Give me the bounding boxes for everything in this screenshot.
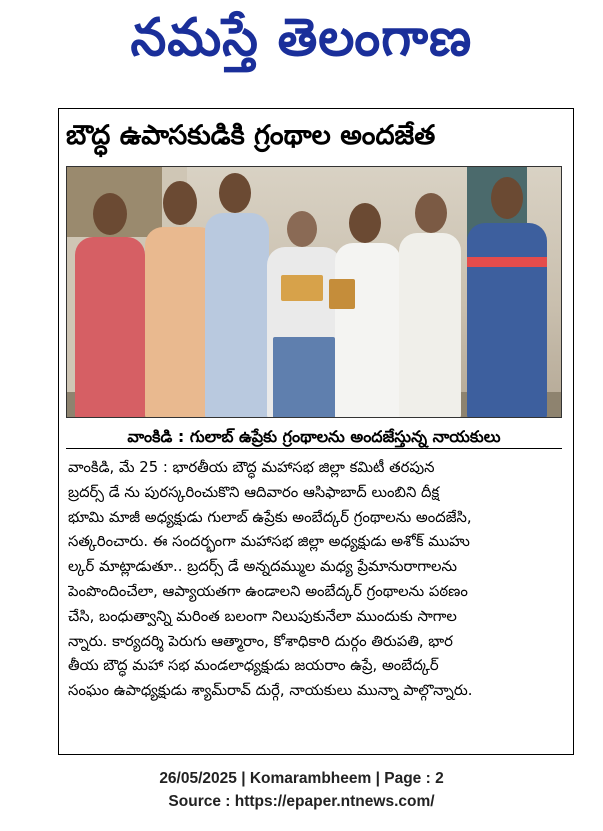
masthead-title: నమస్తే తెలంగాణ (130, 7, 473, 68)
photo-caption: వాంకిడి : గులాబ్ ఉప్రేకు గ్రంథాలను అందజేస్తున్న నాయకులు (66, 426, 562, 449)
footer-date-edition: 26/05/2025 | Komarambheem | Page : 2 (159, 770, 444, 787)
person-figure (75, 237, 145, 418)
person-head (93, 193, 127, 235)
footer-source: Source : https://epaper.ntnews.com/ (168, 793, 435, 810)
person-head (415, 193, 447, 233)
article-body-line: బ్రదర్స్ డే ను పురస్కరించుకొని ఆదివారం ఆసిఫాబాద్ లుంబిని దీక్ష (68, 483, 440, 501)
article-body-line: పెంపొందించేలా, ఆప్యాయతగా ఉండాలని అంబేద్కర్ గ్రంథాలను పఠణం (68, 582, 468, 600)
article-body-line: భూమి మాజీ అధ్యక్షుడు గులాబ్ ఉప్రేకు అంబేద్కర్ గ్రంథాలను అందజేసి, (68, 508, 472, 526)
article-photo (66, 166, 562, 418)
person-head (287, 211, 317, 247)
person-figure (467, 223, 547, 418)
person-head (219, 173, 251, 213)
person-figure (335, 243, 401, 418)
person-shirt-stripe (467, 257, 547, 267)
person-lungi (273, 337, 335, 418)
books-bundle (281, 275, 323, 301)
article-headline: బౌద్ధ ఉపాసకుడికి గ్రంథాల అందజేత (66, 120, 436, 151)
article-body-line: సంఘం ఉపాధ్యక్షుడు శ్యామ్‌రావ్ దుర్గే, నాయకులు మున్నా పాల్గొన్నారు. (68, 682, 473, 700)
books-bundle (329, 279, 355, 309)
person-figure (399, 233, 461, 418)
person-head (349, 203, 381, 243)
article-body-line: సత్కరించారు. ఈ సందర్భంగా మహాసభ జిల్లా అధ్యక్షుడు అశోక్ ముహు (68, 533, 470, 551)
article-body-line: వాంకిడి, మే 25 : భారతీయ బౌద్ధ మహాసభ జిల్లా కమిటీ తరపున (68, 459, 435, 476)
person-figure (205, 213, 269, 418)
person-head (491, 177, 523, 219)
newspaper-masthead (0, 4, 603, 84)
article-body-line: ల్కర్ మాట్లాడుతూ.. బ్రదర్స్ డే అన్నదమ్ముల మధ్య ప్రేమానురాగాలను (68, 558, 457, 576)
article-body-line: చేసి, బంధుత్వాన్ని మరింత బలంగా నిలుపుకునేలా ముందుకు సాగాల (68, 607, 457, 625)
person-head (163, 181, 197, 225)
article-body-line: న్నారు. కార్యదర్శి పెరుగు ఆత్మారాం, కోశాధికారి దుర్గం తిరుపతి, భార (68, 632, 453, 650)
article-body (68, 456, 560, 704)
article-body-line: తీయ బౌద్ధ మహా సభ మండలాధ్యక్షుడు జయరాం ఉప్రే, అంబేద్కర్ (68, 657, 439, 675)
